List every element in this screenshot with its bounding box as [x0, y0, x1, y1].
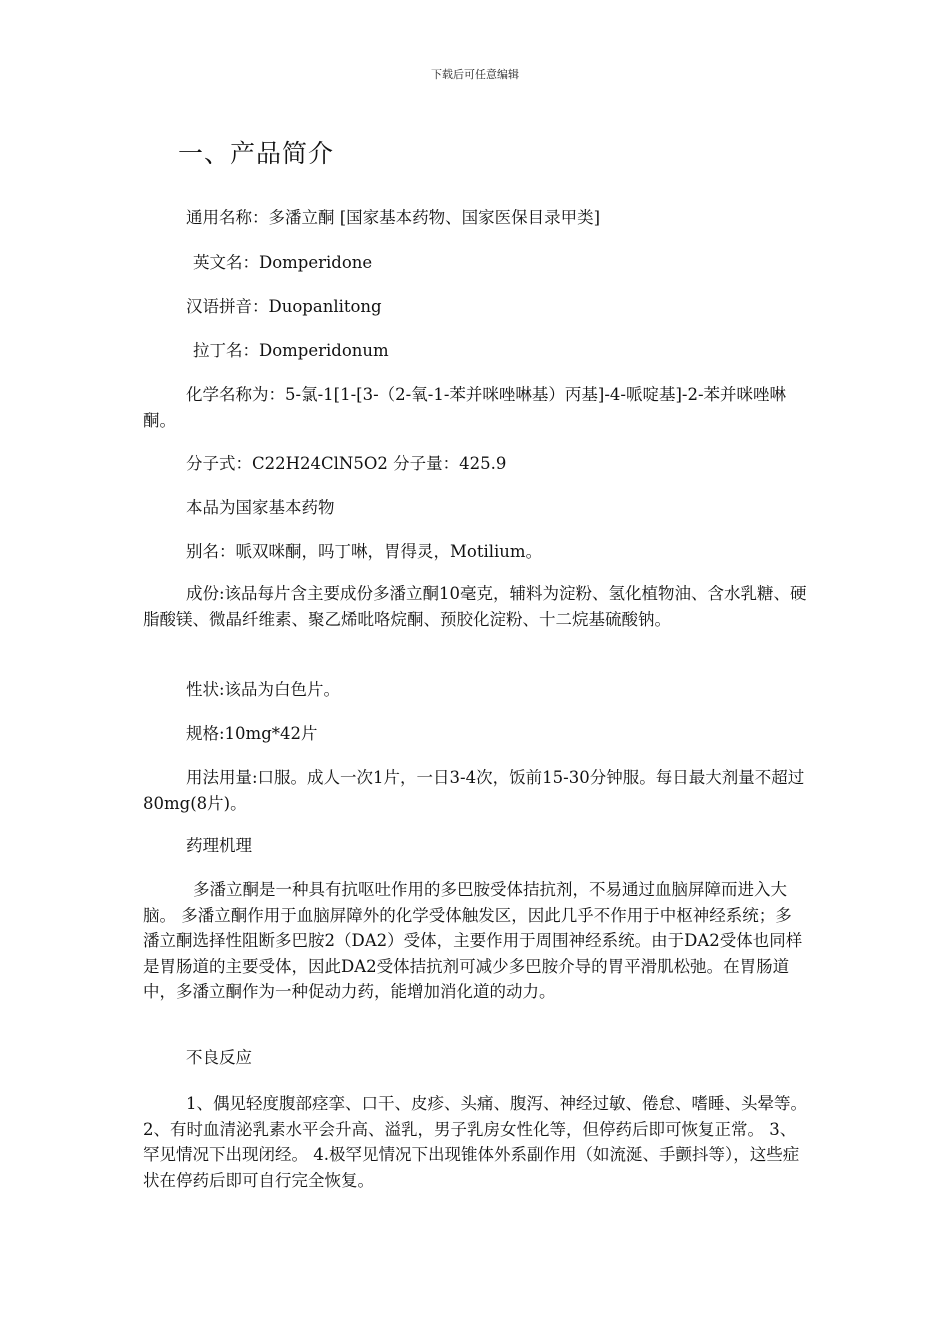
- latin-name-line: 拉丁名：Domperidonum: [193, 341, 389, 360]
- appearance-line: 性状:该品为白色片。: [186, 680, 341, 699]
- generic-name-line: 通用名称：多潘立酮 [国家基本药物、国家医保目录甲类]: [186, 208, 601, 227]
- english-name-line: 英文名：Domperidone: [193, 253, 373, 272]
- pharmacology-paragraph: 多潘立酮是一种具有抗呕吐作用的多巴胺受体拮抗剂，不易通过血脑屏障而进入大脑。 多潘立酮作用于血脑屏障外的化学受体触发区，因此几乎不作用于中枢神经系统；多潘立酮选择性阻断多巴胺2（DA2）受体，主要作用于周围神经系统。由于DA2受体也同样是胃肠道的主要受体，因此DA2受体拮抗剂可减少多巴胺介导的胃平滑肌松弛。在胃肠道中，多潘立酮作为一种促动力药，能增加消化道的动力。: [143, 880, 803, 1001]
- section-title: 一、产品简介: [178, 139, 335, 168]
- adverse-reactions-heading: 不良反应: [186, 1048, 252, 1067]
- specification-line: 规格:10mg*42片: [186, 724, 318, 743]
- pinyin-name-line: 汉语拼音：Duopanlitong: [186, 297, 382, 316]
- dosage-paragraph: 用法用量:口服。成人一次1片，一日3-4次，饭前15-30分钟服。每日最大剂量不超过80mg(8片)。: [143, 768, 805, 813]
- basic-drug-line: 本品为国家基本药物: [186, 498, 335, 517]
- formula-weight-line: 分子式：C22H24ClN5O2 分子量：425.9: [186, 454, 507, 473]
- chemical-name-paragraph: 化学名称为：5-氯-1[1-[3-（2-氧-1-苯并咪唑啉基）丙基]-4-哌啶基]-2-苯并咪唑啉酮。: [143, 385, 787, 430]
- alias-line: 别名：哌双咪酮，吗丁啉，胃得灵，Motilium。: [186, 542, 543, 561]
- page-header-note: 下载后可任意编辑: [431, 68, 519, 81]
- pharmacology-heading: 药理机理: [186, 836, 252, 855]
- composition-paragraph: 成份:该品每片含主要成份多潘立酮10毫克，辅料为淀粉、氢化植物油、含水乳糖、硬脂酸镁、微晶纤维素、聚乙烯吡咯烷酮、预胶化淀粉、十二烷基硫酸钠。: [143, 584, 807, 629]
- adverse-reactions-paragraph: 1、偶见轻度腹部痉挛、口干、皮疹、头痛、腹泻、神经过敏、倦怠、嗜睡、头晕等。 2、有时血清泌乳素水平会升高、溢乳，男子乳房女性化等，但停药后即可恢复正常。 3、罕见情况下出现闭经。 4.极罕见情况下出现锥体外系副作用（如流涎、手颤抖等），这些症状在停药后即可自行完全恢复。: [143, 1094, 813, 1190]
